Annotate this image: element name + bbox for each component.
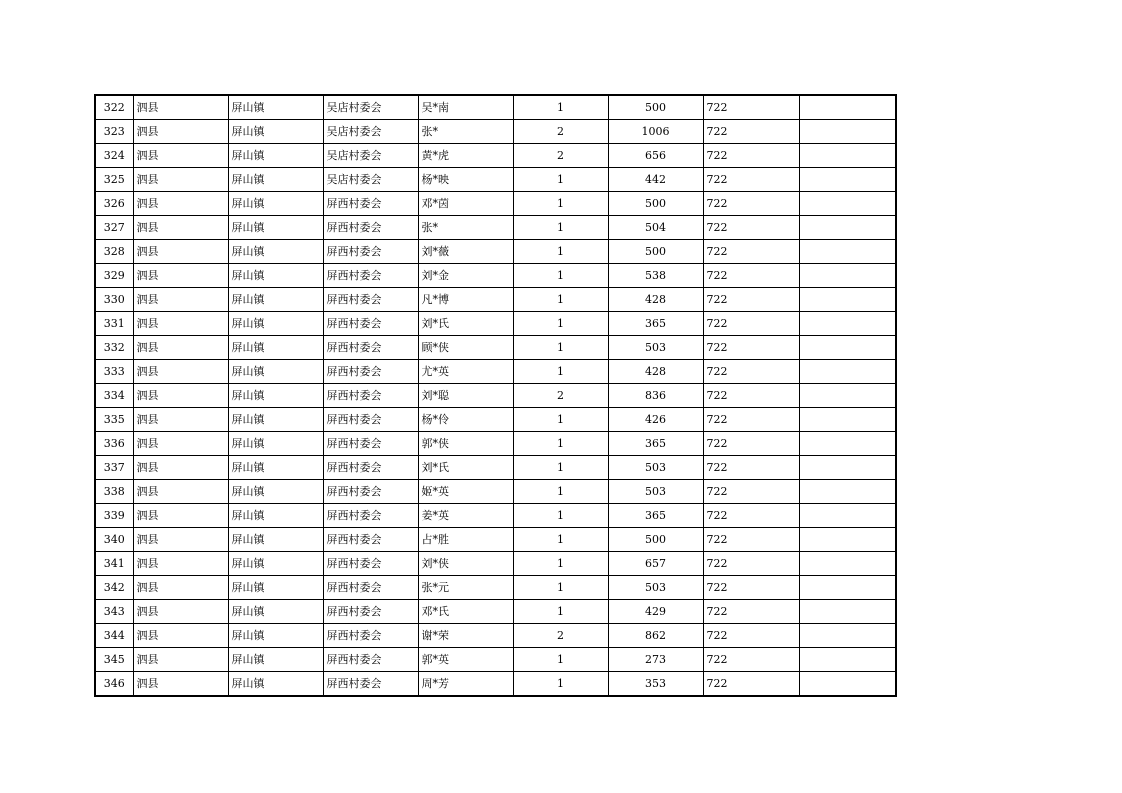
table-row <box>95 168 896 192</box>
cell-row-number: 338 <box>95 480 133 504</box>
cell-code: 722 <box>703 264 799 288</box>
cell-row-number: 344 <box>95 624 133 648</box>
cell-town: 屏山镇 <box>228 480 323 504</box>
cell-note <box>799 576 896 600</box>
cell-village: 屏西村委会 <box>323 216 418 240</box>
cell-county: 泗县 <box>133 384 228 408</box>
cell-row-number: 342 <box>95 576 133 600</box>
cell-village: 吴店村委会 <box>323 168 418 192</box>
cell-row-number: 327 <box>95 216 133 240</box>
cell-name: 黄*虎 <box>418 144 513 168</box>
cell-amount: 503 <box>608 576 703 600</box>
table-row <box>95 600 896 624</box>
cell-household-count: 1 <box>513 336 608 360</box>
cell-town: 屏山镇 <box>228 432 323 456</box>
cell-note <box>799 384 896 408</box>
cell-code: 722 <box>703 648 799 672</box>
cell-row-number: 340 <box>95 528 133 552</box>
table-row <box>95 408 896 432</box>
cell-village: 屏西村委会 <box>323 264 418 288</box>
cell-county: 泗县 <box>133 336 228 360</box>
cell-household-count: 1 <box>513 480 608 504</box>
cell-row-number: 343 <box>95 600 133 624</box>
table-row <box>95 648 896 672</box>
cell-village: 吴店村委会 <box>323 95 418 120</box>
cell-household-count: 2 <box>513 384 608 408</box>
cell-code: 722 <box>703 120 799 144</box>
cell-town: 屏山镇 <box>228 288 323 312</box>
cell-household-count: 1 <box>513 360 608 384</box>
cell-town: 屏山镇 <box>228 408 323 432</box>
cell-note <box>799 336 896 360</box>
cell-household-count: 1 <box>513 432 608 456</box>
cell-name: 郭*侠 <box>418 432 513 456</box>
cell-amount: 500 <box>608 528 703 552</box>
cell-village: 屏西村委会 <box>323 480 418 504</box>
cell-household-count: 1 <box>513 576 608 600</box>
cell-town: 屏山镇 <box>228 384 323 408</box>
cell-amount: 365 <box>608 312 703 336</box>
table-row <box>95 360 896 384</box>
cell-town: 屏山镇 <box>228 192 323 216</box>
cell-county: 泗县 <box>133 120 228 144</box>
table-row <box>95 624 896 648</box>
cell-code: 722 <box>703 144 799 168</box>
roster-table <box>94 94 897 697</box>
cell-village: 屏西村委会 <box>323 648 418 672</box>
table-row <box>95 672 896 697</box>
cell-county: 泗县 <box>133 552 228 576</box>
cell-note <box>799 144 896 168</box>
cell-row-number: 323 <box>95 120 133 144</box>
cell-name: 凡*博 <box>418 288 513 312</box>
cell-amount: 657 <box>608 552 703 576</box>
cell-amount: 426 <box>608 408 703 432</box>
roster-body <box>95 95 896 696</box>
cell-code: 722 <box>703 216 799 240</box>
cell-village: 屏西村委会 <box>323 360 418 384</box>
cell-county: 泗县 <box>133 192 228 216</box>
cell-household-count: 1 <box>513 504 608 528</box>
table-row <box>95 456 896 480</box>
cell-amount: 503 <box>608 480 703 504</box>
cell-name: 尤*英 <box>418 360 513 384</box>
table-row <box>95 336 896 360</box>
cell-county: 泗县 <box>133 168 228 192</box>
cell-amount: 504 <box>608 216 703 240</box>
cell-row-number: 339 <box>95 504 133 528</box>
table-row <box>95 240 896 264</box>
cell-town: 屏山镇 <box>228 264 323 288</box>
cell-county: 泗县 <box>133 576 228 600</box>
table-row <box>95 192 896 216</box>
cell-code: 722 <box>703 288 799 312</box>
cell-code: 722 <box>703 600 799 624</box>
cell-code: 722 <box>703 95 799 120</box>
cell-note <box>799 360 896 384</box>
table-row <box>95 264 896 288</box>
cell-name: 张* <box>418 216 513 240</box>
cell-name: 姬*英 <box>418 480 513 504</box>
cell-town: 屏山镇 <box>228 504 323 528</box>
cell-row-number: 345 <box>95 648 133 672</box>
cell-note <box>799 648 896 672</box>
cell-row-number: 326 <box>95 192 133 216</box>
cell-village: 吴店村委会 <box>323 120 418 144</box>
cell-county: 泗县 <box>133 672 228 697</box>
cell-code: 722 <box>703 456 799 480</box>
cell-note <box>799 240 896 264</box>
cell-row-number: 324 <box>95 144 133 168</box>
table-row <box>95 120 896 144</box>
cell-household-count: 2 <box>513 624 608 648</box>
cell-town: 屏山镇 <box>228 168 323 192</box>
cell-note <box>799 95 896 120</box>
cell-village: 屏西村委会 <box>323 672 418 697</box>
cell-note <box>799 528 896 552</box>
cell-county: 泗县 <box>133 648 228 672</box>
cell-amount: 365 <box>608 504 703 528</box>
cell-village: 屏西村委会 <box>323 432 418 456</box>
cell-household-count: 1 <box>513 264 608 288</box>
cell-town: 屏山镇 <box>228 360 323 384</box>
cell-county: 泗县 <box>133 456 228 480</box>
cell-village: 屏西村委会 <box>323 192 418 216</box>
cell-household-count: 1 <box>513 672 608 697</box>
cell-county: 泗县 <box>133 264 228 288</box>
cell-name: 占*胜 <box>418 528 513 552</box>
cell-household-count: 2 <box>513 120 608 144</box>
cell-village: 屏西村委会 <box>323 240 418 264</box>
cell-amount: 1006 <box>608 120 703 144</box>
cell-name: 顾*侠 <box>418 336 513 360</box>
cell-village: 屏西村委会 <box>323 456 418 480</box>
cell-county: 泗县 <box>133 288 228 312</box>
cell-household-count: 1 <box>513 552 608 576</box>
cell-amount: 656 <box>608 144 703 168</box>
cell-note <box>799 504 896 528</box>
cell-village: 屏西村委会 <box>323 288 418 312</box>
cell-row-number: 341 <box>95 552 133 576</box>
cell-amount: 538 <box>608 264 703 288</box>
cell-name: 张*元 <box>418 576 513 600</box>
cell-household-count: 1 <box>513 648 608 672</box>
cell-note <box>799 432 896 456</box>
table-row <box>95 528 896 552</box>
cell-town: 屏山镇 <box>228 456 323 480</box>
cell-name: 邓*氏 <box>418 600 513 624</box>
cell-town: 屏山镇 <box>228 552 323 576</box>
cell-row-number: 333 <box>95 360 133 384</box>
table-row <box>95 576 896 600</box>
cell-note <box>799 480 896 504</box>
cell-code: 722 <box>703 432 799 456</box>
cell-village: 屏西村委会 <box>323 408 418 432</box>
cell-note <box>799 288 896 312</box>
cell-note <box>799 168 896 192</box>
cell-county: 泗县 <box>133 216 228 240</box>
cell-county: 泗县 <box>133 312 228 336</box>
cell-name: 张* <box>418 120 513 144</box>
cell-amount: 273 <box>608 648 703 672</box>
cell-code: 722 <box>703 528 799 552</box>
cell-note <box>799 456 896 480</box>
cell-county: 泗县 <box>133 624 228 648</box>
cell-row-number: 336 <box>95 432 133 456</box>
cell-county: 泗县 <box>133 504 228 528</box>
cell-row-number: 329 <box>95 264 133 288</box>
cell-county: 泗县 <box>133 528 228 552</box>
cell-note <box>799 600 896 624</box>
cell-amount: 836 <box>608 384 703 408</box>
cell-row-number: 332 <box>95 336 133 360</box>
cell-town: 屏山镇 <box>228 336 323 360</box>
cell-name: 郭*英 <box>418 648 513 672</box>
cell-town: 屏山镇 <box>228 600 323 624</box>
cell-row-number: 328 <box>95 240 133 264</box>
cell-town: 屏山镇 <box>228 576 323 600</box>
cell-household-count: 1 <box>513 456 608 480</box>
cell-county: 泗县 <box>133 600 228 624</box>
cell-county: 泗县 <box>133 480 228 504</box>
cell-town: 屏山镇 <box>228 240 323 264</box>
cell-county: 泗县 <box>133 360 228 384</box>
cell-household-count: 1 <box>513 192 608 216</box>
cell-row-number: 330 <box>95 288 133 312</box>
cell-note <box>799 552 896 576</box>
cell-row-number: 334 <box>95 384 133 408</box>
cell-household-count: 1 <box>513 216 608 240</box>
table-row <box>95 432 896 456</box>
cell-code: 722 <box>703 552 799 576</box>
cell-town: 屏山镇 <box>228 216 323 240</box>
cell-town: 屏山镇 <box>228 648 323 672</box>
cell-village: 屏西村委会 <box>323 312 418 336</box>
cell-name: 刘*聪 <box>418 384 513 408</box>
cell-household-count: 1 <box>513 240 608 264</box>
cell-name: 刘*金 <box>418 264 513 288</box>
cell-name: 刘*薇 <box>418 240 513 264</box>
cell-county: 泗县 <box>133 240 228 264</box>
cell-name: 谢*荣 <box>418 624 513 648</box>
cell-note <box>799 312 896 336</box>
cell-town: 屏山镇 <box>228 144 323 168</box>
cell-amount: 428 <box>608 288 703 312</box>
table-row <box>95 552 896 576</box>
cell-amount: 365 <box>608 432 703 456</box>
cell-household-count: 2 <box>513 144 608 168</box>
cell-town: 屏山镇 <box>228 312 323 336</box>
cell-note <box>799 408 896 432</box>
cell-name: 杨*映 <box>418 168 513 192</box>
cell-name: 姜*英 <box>418 504 513 528</box>
cell-note <box>799 120 896 144</box>
cell-town: 屏山镇 <box>228 672 323 697</box>
cell-code: 722 <box>703 168 799 192</box>
cell-town: 屏山镇 <box>228 624 323 648</box>
cell-county: 泗县 <box>133 408 228 432</box>
cell-town: 屏山镇 <box>228 120 323 144</box>
cell-household-count: 1 <box>513 95 608 120</box>
cell-household-count: 1 <box>513 408 608 432</box>
cell-village: 屏西村委会 <box>323 528 418 552</box>
cell-village: 屏西村委会 <box>323 336 418 360</box>
cell-name: 刘*氏 <box>418 456 513 480</box>
cell-town: 屏山镇 <box>228 95 323 120</box>
table-row <box>95 312 896 336</box>
cell-village: 屏西村委会 <box>323 552 418 576</box>
cell-household-count: 1 <box>513 528 608 552</box>
cell-note <box>799 264 896 288</box>
cell-household-count: 1 <box>513 288 608 312</box>
cell-row-number: 337 <box>95 456 133 480</box>
cell-name: 刘*氏 <box>418 312 513 336</box>
cell-note <box>799 624 896 648</box>
cell-row-number: 346 <box>95 672 133 697</box>
cell-amount: 500 <box>608 240 703 264</box>
cell-village: 屏西村委会 <box>323 504 418 528</box>
cell-note <box>799 672 896 697</box>
cell-row-number: 331 <box>95 312 133 336</box>
table-row <box>95 95 896 120</box>
cell-code: 722 <box>703 312 799 336</box>
cell-amount: 428 <box>608 360 703 384</box>
cell-code: 722 <box>703 408 799 432</box>
cell-row-number: 335 <box>95 408 133 432</box>
cell-county: 泗县 <box>133 144 228 168</box>
cell-village: 屏西村委会 <box>323 624 418 648</box>
cell-amount: 500 <box>608 95 703 120</box>
cell-note <box>799 192 896 216</box>
cell-county: 泗县 <box>133 432 228 456</box>
cell-code: 722 <box>703 240 799 264</box>
cell-code: 722 <box>703 504 799 528</box>
cell-code: 722 <box>703 360 799 384</box>
cell-code: 722 <box>703 480 799 504</box>
cell-village: 屏西村委会 <box>323 576 418 600</box>
table-row <box>95 480 896 504</box>
cell-household-count: 1 <box>513 168 608 192</box>
cell-name: 刘*侠 <box>418 552 513 576</box>
table-row <box>95 144 896 168</box>
cell-note <box>799 216 896 240</box>
cell-code: 722 <box>703 672 799 697</box>
cell-amount: 503 <box>608 336 703 360</box>
cell-code: 722 <box>703 192 799 216</box>
cell-name: 杨*伶 <box>418 408 513 432</box>
cell-household-count: 1 <box>513 600 608 624</box>
cell-row-number: 322 <box>95 95 133 120</box>
cell-name: 邓*茵 <box>418 192 513 216</box>
cell-town: 屏山镇 <box>228 528 323 552</box>
cell-name: 吴*南 <box>418 95 513 120</box>
table-row <box>95 288 896 312</box>
cell-name: 周*芳 <box>418 672 513 697</box>
cell-code: 722 <box>703 336 799 360</box>
cell-household-count: 1 <box>513 312 608 336</box>
cell-amount: 442 <box>608 168 703 192</box>
table-row <box>95 384 896 408</box>
cell-amount: 503 <box>608 456 703 480</box>
table-row <box>95 216 896 240</box>
cell-code: 722 <box>703 624 799 648</box>
table-row <box>95 504 896 528</box>
cell-row-number: 325 <box>95 168 133 192</box>
cell-amount: 500 <box>608 192 703 216</box>
cell-amount: 862 <box>608 624 703 648</box>
cell-village: 吴店村委会 <box>323 144 418 168</box>
cell-code: 722 <box>703 384 799 408</box>
cell-village: 屏西村委会 <box>323 600 418 624</box>
cell-amount: 429 <box>608 600 703 624</box>
cell-amount: 353 <box>608 672 703 697</box>
cell-village: 屏西村委会 <box>323 384 418 408</box>
cell-code: 722 <box>703 576 799 600</box>
cell-county: 泗县 <box>133 95 228 120</box>
